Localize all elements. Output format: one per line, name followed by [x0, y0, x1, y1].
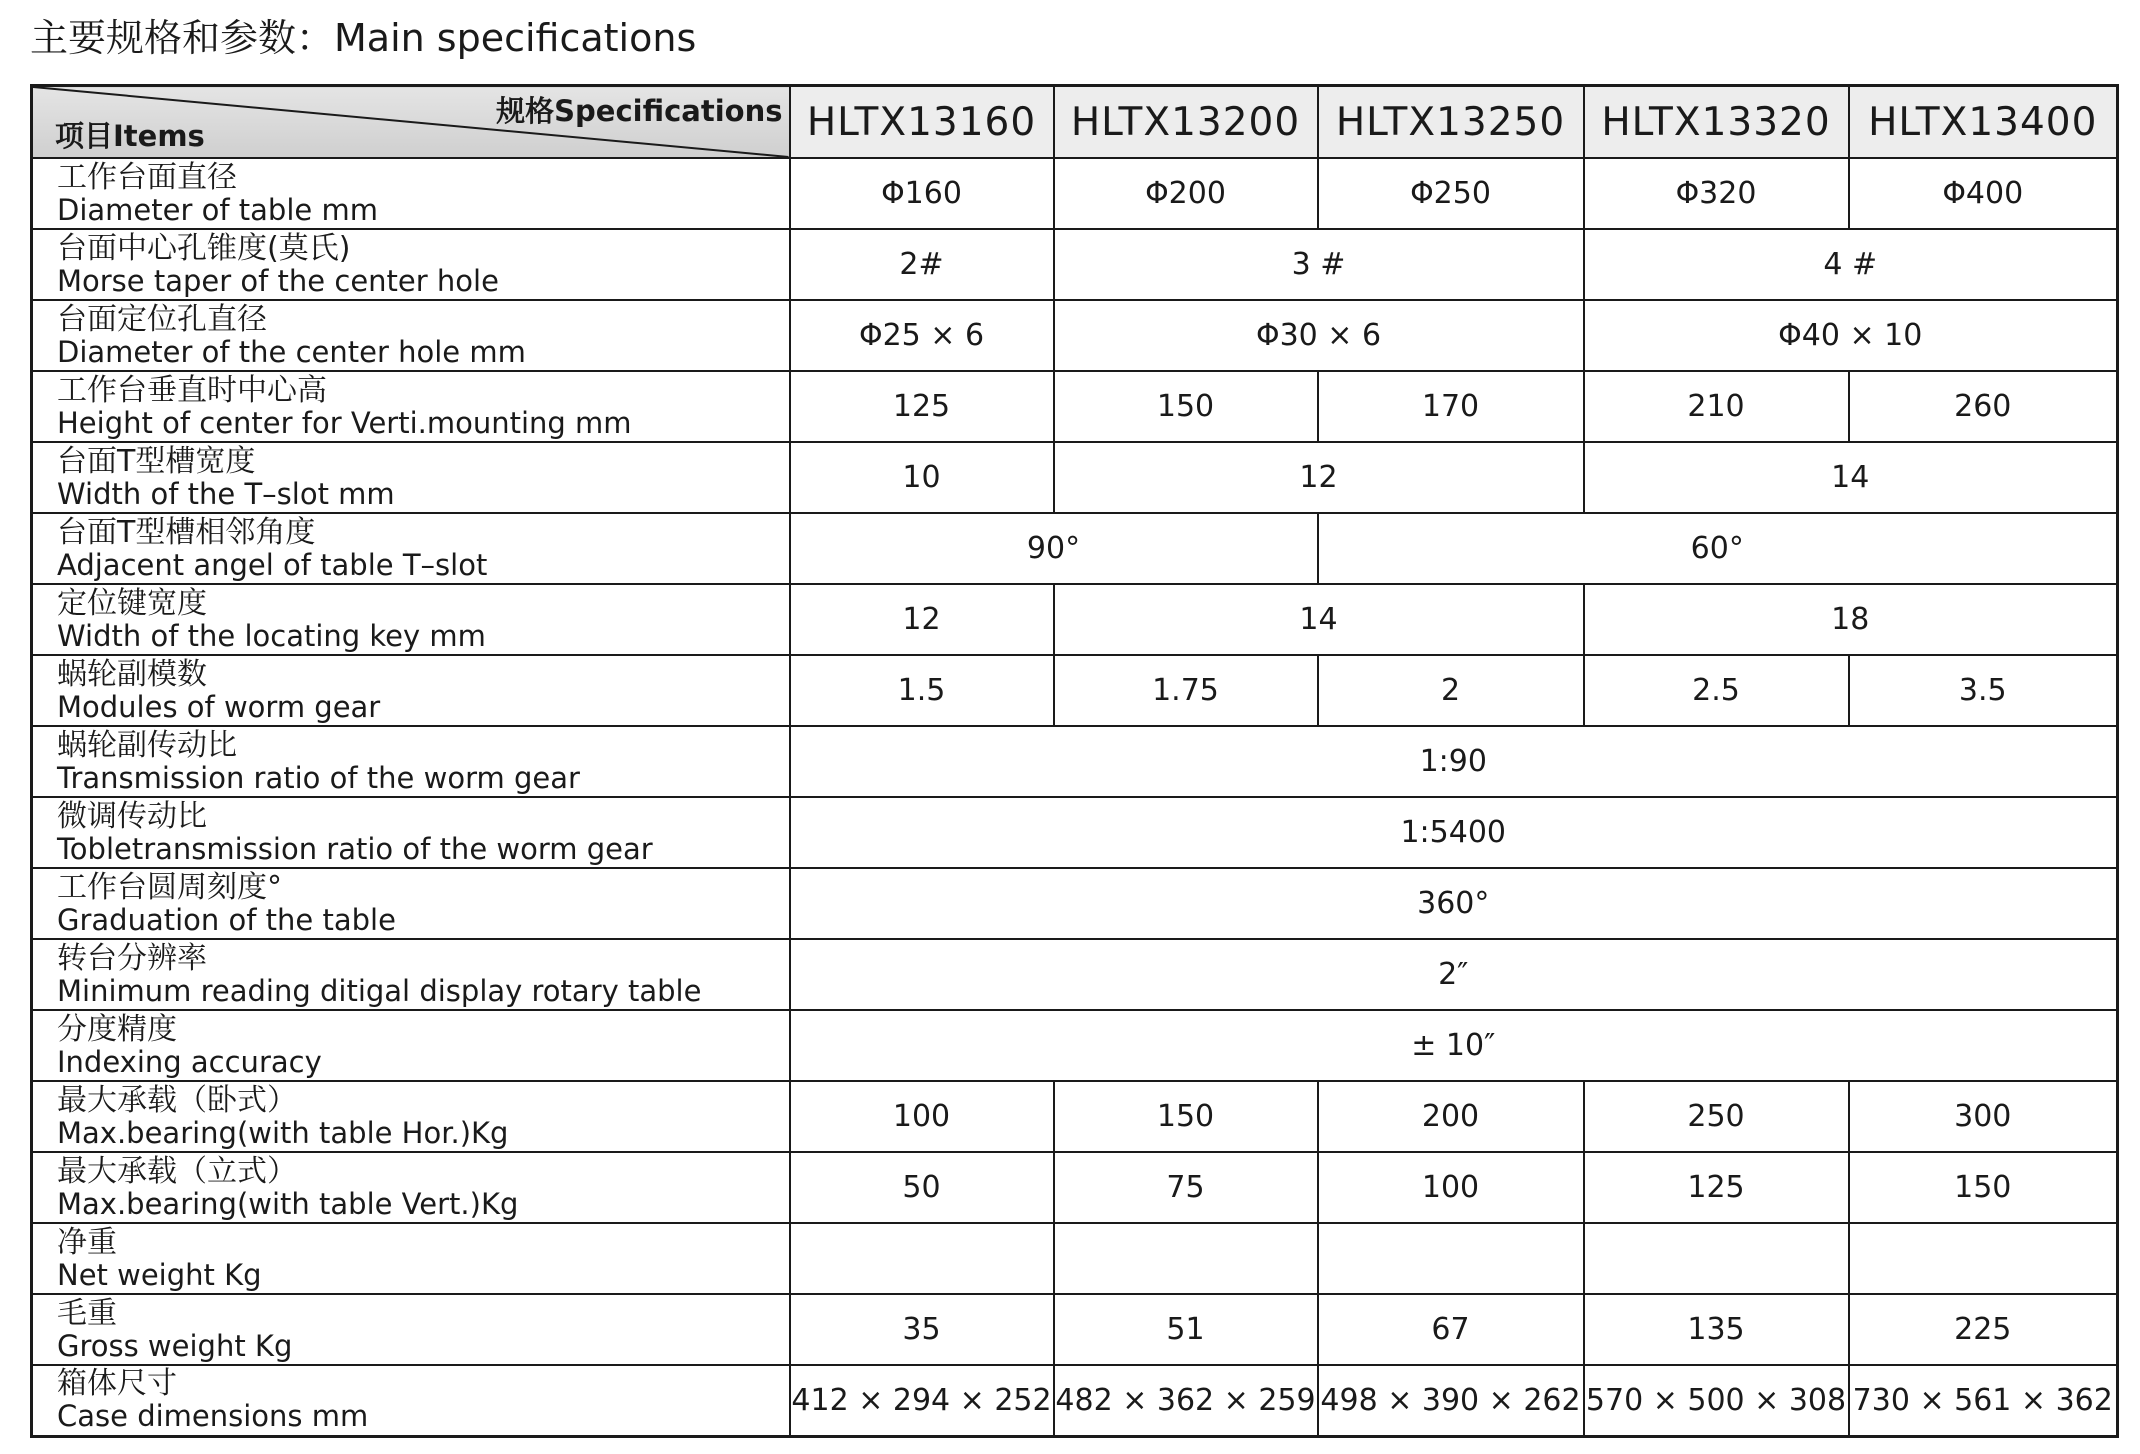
value-cell: 730 × 561 × 362: [1849, 1365, 2118, 1436]
item-label-cell: [32, 229, 790, 300]
value-cell: 125: [790, 371, 1054, 442]
value-cell-merged: Φ40 × 10: [1584, 300, 2118, 371]
value-cell: 482 × 362 × 259: [1054, 1365, 1318, 1436]
table-row: [32, 371, 2118, 442]
item-label-cell: [32, 797, 790, 868]
value-cell-merged: 1:5400: [790, 797, 2118, 868]
item-label-en: Transmission ratio of the worm gear: [57, 760, 580, 795]
item-label-en: Modules of worm gear: [57, 689, 381, 724]
header-corner-cell: [32, 86, 790, 159]
value-cell: 150: [1054, 371, 1318, 442]
item-label-en: Adjacent angel of table T–slot: [57, 547, 488, 582]
value-cell: [1054, 1223, 1318, 1294]
item-label-en: Gross weight Kg: [57, 1328, 293, 1363]
table-row: [32, 1294, 2118, 1365]
item-label-zh: 蜗轮副传动比: [57, 727, 237, 763]
item-label-cell: [32, 655, 790, 726]
value-cell: 2.5: [1584, 655, 1849, 726]
value-cell: 200: [1318, 1081, 1584, 1152]
value-cell: [790, 1223, 1054, 1294]
table-row: [32, 797, 2118, 868]
corner-specifications-label: 规格Specifications: [496, 94, 783, 128]
item-label-zh: 最大承载（立式）: [57, 1153, 297, 1189]
table-row: [32, 655, 2118, 726]
value-cell: Φ250: [1318, 158, 1584, 229]
item-label-en: Indexing accuracy: [57, 1044, 322, 1079]
item-label-en: Case dimensions mm: [57, 1399, 369, 1434]
value-cell-merged: 60°: [1318, 513, 2118, 584]
item-label-cell: [32, 300, 790, 371]
value-cell: 125: [1584, 1152, 1849, 1223]
value-cell-merged: 1:90: [790, 726, 2118, 797]
value-cell: 100: [790, 1081, 1054, 1152]
table-row: [32, 1152, 2118, 1223]
value-cell: 225: [1849, 1294, 2118, 1365]
value-cell-merged: 4 #: [1584, 229, 2118, 300]
value-cell-merged: 2″: [790, 939, 2118, 1010]
value-cell: 498 × 390 × 262: [1318, 1365, 1584, 1436]
table-row: [32, 1010, 2118, 1081]
item-label-en: Max.bearing(with table Vert.)Kg: [57, 1186, 519, 1221]
value-cell: 150: [1849, 1152, 2118, 1223]
item-label-en: Minimum reading ditigal display rotary table: [57, 973, 702, 1008]
corner-items-label: 项目Items: [55, 119, 205, 153]
specifications-table: [30, 84, 2119, 1438]
value-cell: 100: [1318, 1152, 1584, 1223]
value-cell: 170: [1318, 371, 1584, 442]
value-cell: 135: [1584, 1294, 1849, 1365]
item-label-en: Height of center for Verti.mounting mm: [57, 405, 632, 440]
value-cell: [1849, 1223, 2118, 1294]
item-label-zh: 工作台垂直时中心高: [57, 372, 327, 408]
value-cell: 67: [1318, 1294, 1584, 1365]
table-row: [32, 1365, 2118, 1436]
value-cell: 150: [1054, 1081, 1318, 1152]
item-label-cell: [32, 513, 790, 584]
value-cell: 10: [790, 442, 1054, 513]
value-cell: 260: [1849, 371, 2118, 442]
table-row: [32, 1081, 2118, 1152]
item-label-zh: 转台分辨率: [57, 940, 207, 976]
item-label-cell: [32, 1223, 790, 1294]
model-header: HLTX13320: [1584, 86, 1849, 159]
item-label-cell: [32, 158, 790, 229]
value-cell: 210: [1584, 371, 1849, 442]
value-cell-merged: 90°: [790, 513, 1318, 584]
item-label-zh: 净重: [57, 1224, 117, 1260]
item-label-zh: 工作台圆周刻度°: [57, 869, 282, 905]
item-label-zh: 台面T型槽宽度: [57, 443, 256, 479]
table-row: [32, 939, 2118, 1010]
item-label-zh: 工作台面直径: [57, 159, 237, 195]
table-row: [32, 1223, 2118, 1294]
value-cell: Φ25 × 6: [790, 300, 1054, 371]
table-row: [32, 726, 2118, 797]
table-row: [32, 868, 2118, 939]
value-cell: 300: [1849, 1081, 2118, 1152]
item-label-cell: [32, 1152, 790, 1223]
value-cell: 2: [1318, 655, 1584, 726]
item-label-en: Diameter of the center hole mm: [57, 334, 526, 369]
item-label-cell: [32, 1294, 790, 1365]
value-cell: [1318, 1223, 1584, 1294]
model-header: HLTX13400: [1849, 86, 2118, 159]
model-header: HLTX13200: [1054, 86, 1318, 159]
item-label-cell: [32, 442, 790, 513]
page-heading: 主要规格和参数：Main specifications: [30, 16, 697, 60]
item-label-cell: [32, 1365, 790, 1436]
item-label-en: Morse taper of the center hole: [57, 263, 499, 298]
item-label-cell: [32, 939, 790, 1010]
value-cell: 570 × 500 × 308: [1584, 1365, 1849, 1436]
value-cell: Φ400: [1849, 158, 2118, 229]
value-cell: 1.5: [790, 655, 1054, 726]
item-label-en: Max.bearing(with table Hor.)Kg: [57, 1115, 509, 1150]
item-label-zh: 台面中心孔锥度(莫氏): [57, 230, 351, 266]
item-label-zh: 台面定位孔直径: [57, 301, 267, 337]
model-header: HLTX13250: [1318, 86, 1584, 159]
item-label-cell: [32, 1010, 790, 1081]
value-cell: 2#: [790, 229, 1054, 300]
item-label-en: Width of the T–slot mm: [57, 476, 395, 511]
table-row: [32, 513, 2118, 584]
item-label-en: Width of the locating key mm: [57, 618, 486, 653]
value-cell-merged: 3 #: [1054, 229, 1584, 300]
item-label-cell: [32, 1081, 790, 1152]
value-cell-merged: 18: [1584, 584, 2118, 655]
value-cell: 412 × 294 × 252: [790, 1365, 1054, 1436]
value-cell: 3.5: [1849, 655, 2118, 726]
value-cell-merged: 12: [1054, 442, 1584, 513]
value-cell: Φ320: [1584, 158, 1849, 229]
item-label-zh: 定位键宽度: [57, 585, 207, 621]
value-cell: 50: [790, 1152, 1054, 1223]
value-cell: Φ160: [790, 158, 1054, 229]
item-label-cell: [32, 726, 790, 797]
item-label-en: Graduation of the table: [57, 902, 396, 937]
item-label-en: Net weight Kg: [57, 1257, 262, 1292]
table-row: [32, 300, 2118, 371]
table-row: [32, 584, 2118, 655]
item-label-cell: [32, 584, 790, 655]
value-cell-merged: 14: [1054, 584, 1584, 655]
item-label-zh: 最大承载（卧式）: [57, 1082, 297, 1118]
item-label-zh: 箱体尺寸: [57, 1366, 177, 1402]
item-label-en: Tobletransmission ratio of the worm gear: [57, 831, 653, 866]
value-cell-merged: 360°: [790, 868, 2118, 939]
value-cell: [1584, 1223, 1849, 1294]
value-cell: 35: [790, 1294, 1054, 1365]
value-cell: Φ200: [1054, 158, 1318, 229]
value-cell: 250: [1584, 1081, 1849, 1152]
item-label-zh: 分度精度: [57, 1011, 177, 1047]
table-row: [32, 158, 2118, 229]
item-label-en: Diameter of table mm: [57, 192, 378, 227]
value-cell-merged: ± 10″: [790, 1010, 2118, 1081]
value-cell: 1.75: [1054, 655, 1318, 726]
item-label-zh: 毛重: [57, 1295, 117, 1331]
item-label-cell: [32, 371, 790, 442]
item-label-zh: 微调传动比: [57, 798, 207, 834]
table-row: [32, 229, 2118, 300]
model-header: HLTX13160: [790, 86, 1054, 159]
value-cell-merged: 14: [1584, 442, 2118, 513]
value-cell-merged: Φ30 × 6: [1054, 300, 1584, 371]
value-cell: 51: [1054, 1294, 1318, 1365]
value-cell: 12: [790, 584, 1054, 655]
item-label-zh: 台面T型槽相邻角度: [57, 514, 316, 550]
table-row: [32, 442, 2118, 513]
table-header-row: [32, 86, 2118, 159]
item-label-zh: 蜗轮副模数: [57, 656, 207, 692]
value-cell: 75: [1054, 1152, 1318, 1223]
item-label-cell: [32, 868, 790, 939]
